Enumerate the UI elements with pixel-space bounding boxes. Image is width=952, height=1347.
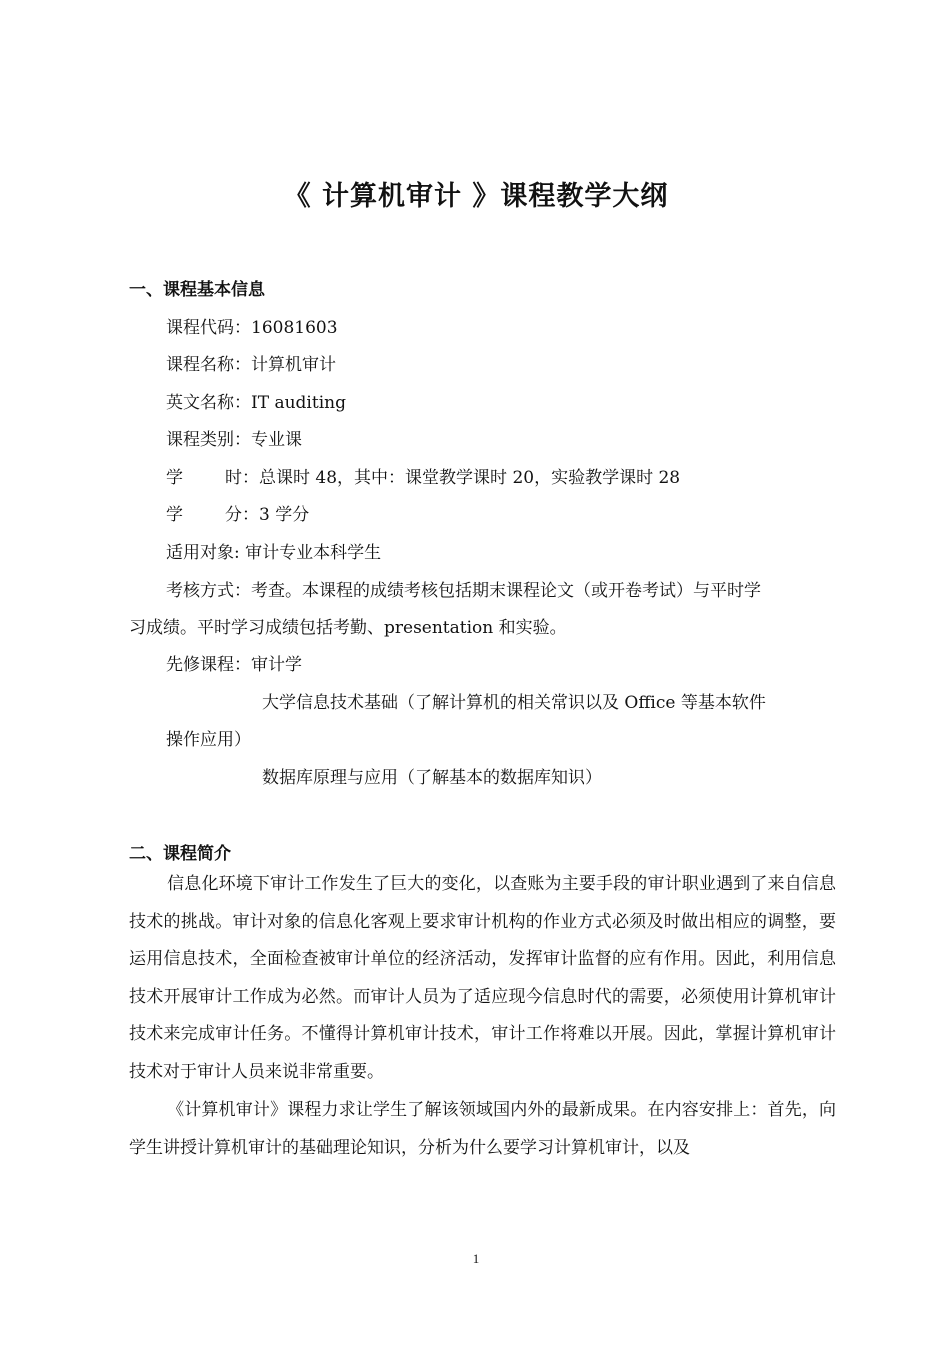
course-type-value: 专业课 [251,430,302,450]
intro-paragraph-2-text: 《计算机审计》课程力求让学生了解该领域国内外的最新成果。在内容安排上：首先，向学生讲授计算机审计的基础理论知识，分析为什么要学习计算机审计，以及 [129,1100,836,1158]
page-number: 1 [472,1251,480,1266]
assessment-line-1: 考核方式：考查。本课程的成绩考核包括期末课程论文（或开卷考试）与平时学 [166,581,761,601]
english-name-label: 英文名称： [166,393,251,413]
page-title: 《 计算机审计 》课程教学大纲 [283,181,669,212]
intro-paragraph-1 [129,866,836,1092]
target-label: 适用对象: [166,543,240,563]
intro-paragraph-1-text: 信息化环境下审计工作发生了巨大的变化，以查账为主要手段的审计职业遇到了来自信息技术的挑战。审计对象的信息化客观上要求审计机构的作业方式必须及时做出相应的调整，要运用信息技术，全面检查被审计单位的经济活动，发挥审计监督的应有作用。因此，利用信息技术开展审计工作成为必然。而审计人员为了适应现今信息时代的需要，必须使用计算机审计技术来完成审计任务。不懂得计算机审计技术，审计工作将难以开展。因此，掌握计算机审计技术对于审计人员来说非常重要。 [129,874,836,1082]
credit-label-part1: 学 [166,505,183,525]
credit-row [166,500,309,525]
english-name-row [166,388,346,413]
hours-label-part2: 时： [225,468,259,488]
target-value: 审计专业本科学生 [245,543,382,563]
intro-paragraph-2 [129,1092,836,1167]
hours-value: 总课时 48，其中：课堂教学课时 20，实验教学课时 28 [259,468,681,488]
course-name-value: 计算机审计 [251,355,336,375]
course-code-label: 课程代码： [166,318,251,338]
course-code-value: 16081603 [251,318,338,338]
assessment-line-2: 习成绩。平时学习成绩包括考勤、presentation 和实验。 [129,618,567,638]
prerequisite-row [166,650,302,675]
hours-row [166,463,680,488]
prerequisite-2-line-2: 操作应用） [166,730,251,750]
prerequisite-label: 先修课程： [166,655,251,675]
credit-label-part2: 分： [225,505,259,525]
course-type-label: 课程类别： [166,430,251,450]
section-heading-intro: 二、课程简介 [129,844,231,864]
section-heading-basic-info: 一、课程基本信息 [129,280,265,300]
course-code-row [166,313,338,338]
course-name-label: 课程名称： [166,355,251,375]
hours-label-part1: 学 [166,468,183,488]
english-name-value: IT auditing [251,393,346,413]
course-name-row [166,350,336,375]
prerequisite-2-line-1: 大学信息技术基础（了解计算机的相关常识以及 Office 等基本软件 [262,693,766,713]
prerequisite-3: 数据库原理与应用（了解基本的数据库知识） [262,768,602,788]
prerequisite-1: 审计学 [251,655,302,675]
credit-value: 3 学分 [259,505,310,525]
target-row [166,538,381,563]
course-type-row [166,425,302,450]
